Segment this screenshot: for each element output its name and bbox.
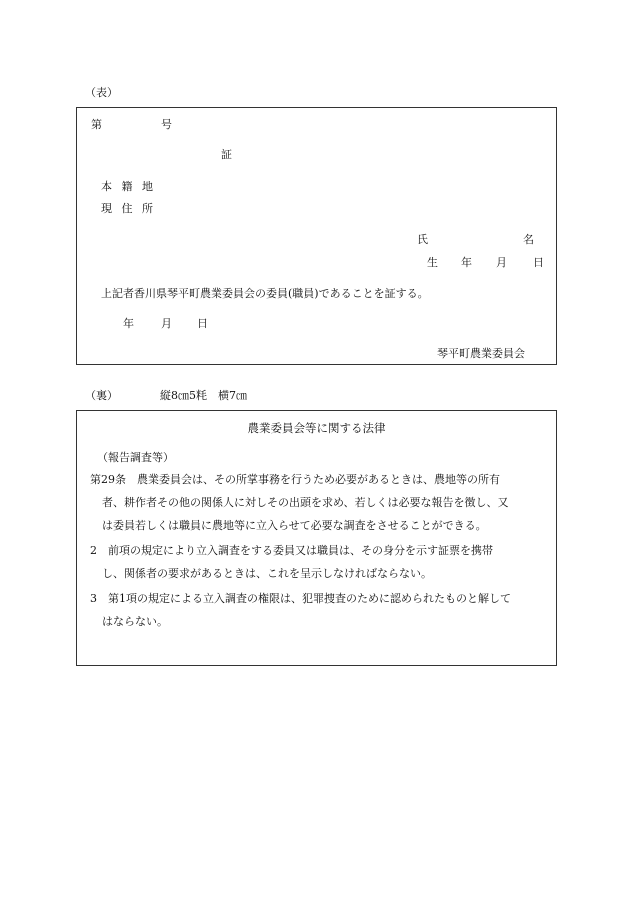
number-go: 号 bbox=[161, 118, 172, 131]
card-title: 証 bbox=[221, 148, 232, 161]
article-line: 2 前項の規定により立入調査をする委員又は職員は、その身分を示す証票を携帯 bbox=[90, 544, 493, 557]
issuer-name: 琴平町農業委員会 bbox=[437, 347, 525, 360]
birth-sei-label: 生 bbox=[427, 256, 438, 269]
front-label: （表） bbox=[85, 86, 118, 99]
article-line: は委員若しくは職員に農地等に立入らせて必要な調査をさせることができる。 bbox=[102, 519, 487, 532]
birth-nen-label: 年 bbox=[461, 256, 472, 269]
front-card bbox=[76, 107, 557, 365]
law-title: 農業委員会等に関する法律 bbox=[247, 421, 386, 435]
article-29-para-3 bbox=[90, 587, 548, 633]
back-label: （裏） bbox=[85, 389, 118, 402]
genjusho-label: 現 住 所 bbox=[101, 202, 156, 215]
birth-hi-label: 日 bbox=[533, 256, 544, 269]
honseki-label: 本 籍 地 bbox=[101, 180, 156, 193]
issue-tsuki-label: 月 bbox=[161, 317, 172, 330]
shi-label: 氏 bbox=[417, 233, 428, 246]
article-line: 者、耕作者その他の関係人に対しその出頭を求め、若しくは必要な報告を徴し、又 bbox=[102, 496, 509, 509]
mei-label: 名 bbox=[523, 233, 534, 246]
certification-statement: 上記者香川県琴平町農業委員会の委員(職員)であることを証する。 bbox=[101, 287, 429, 300]
back-card bbox=[76, 410, 557, 666]
article-line: 3 第1項の規定による立入調査の権限は、犯罪捜査のために認められたものと解して bbox=[90, 592, 511, 605]
number-dai: 第 bbox=[91, 118, 102, 131]
birth-tsuki-label: 月 bbox=[496, 256, 507, 269]
size-note: 縦8㎝5粍 横7㎝ bbox=[160, 389, 247, 402]
issue-hi-label: 日 bbox=[197, 317, 208, 330]
section-heading: （報告調査等） bbox=[97, 451, 174, 464]
article-line: 第29条 農業委員会は、その所掌事務を行うため必要があるときは、農地等の所有 bbox=[90, 473, 500, 486]
article-line: はならない。 bbox=[102, 615, 168, 628]
article-29 bbox=[90, 468, 548, 537]
article-line: し、関係者の要求があるときは、これを呈示しなければならない。 bbox=[102, 567, 432, 580]
article-29-para-2 bbox=[90, 539, 548, 585]
issue-nen-label: 年 bbox=[123, 317, 134, 330]
